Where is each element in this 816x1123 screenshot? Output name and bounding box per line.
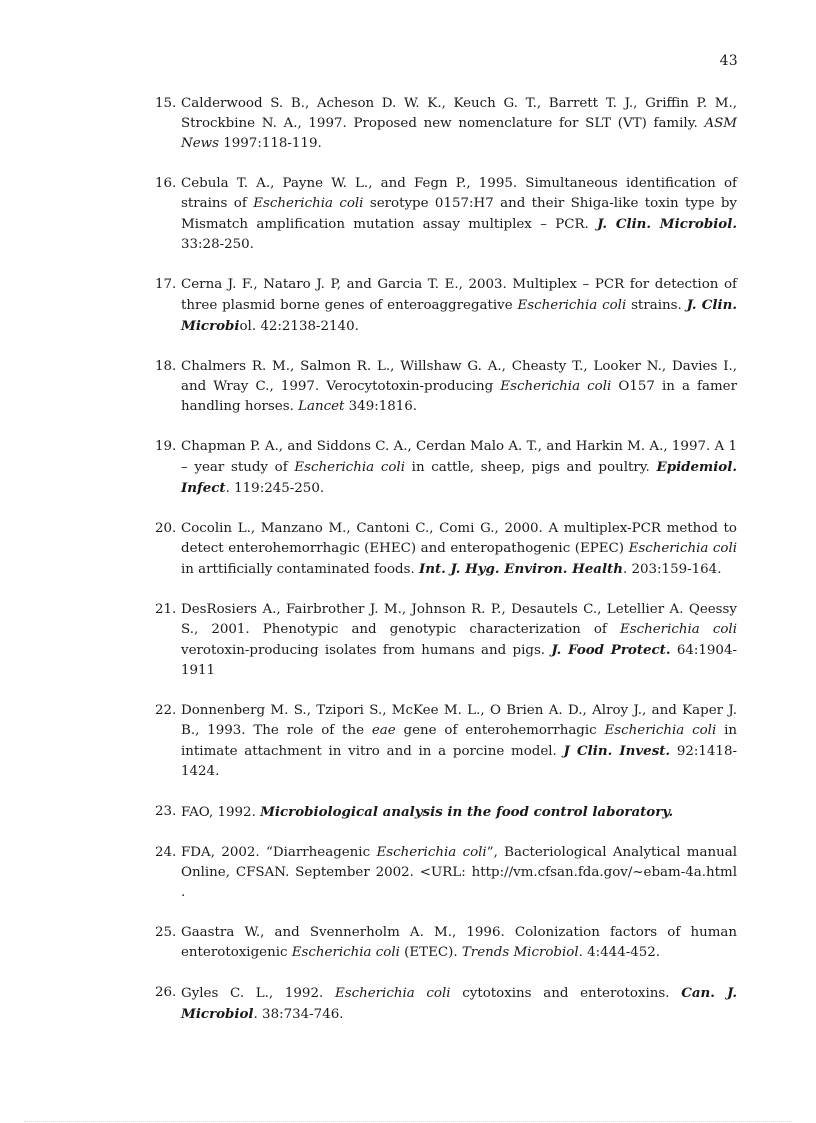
reference-number: 19.	[155, 439, 177, 454]
reference-number: 15.	[155, 96, 177, 111]
reference-number: 25.	[155, 925, 177, 940]
reference-item	[155, 519, 737, 580]
text-run: FAO, 1992.	[181, 805, 261, 820]
text-run: ”, Bacteriological Analytical manual Online, CFSAN. September 2002. <URL: http://vm.cfsan.fda.gov/~ebam-4a.html .	[181, 845, 737, 900]
text-run: . 203:159-164.	[622, 562, 722, 577]
reference-text	[181, 802, 737, 823]
italic-text: Escherichia coli	[334, 986, 451, 1001]
text-run: Chalmers R. M., Salmon R. L., Willshaw G. A., Cheasty T., Looker N., Davies I., and Wray C., 1997. Verocytotoxin-producing	[181, 359, 737, 394]
italic-text: ASM News	[181, 116, 737, 151]
reference-text	[181, 275, 737, 337]
reference-item	[155, 600, 737, 681]
reference-list	[155, 94, 737, 1045]
reference-text	[181, 519, 737, 580]
text-run: O157 in a famer handling horses.	[181, 379, 737, 414]
text-run: FDA, 2002. “Diarrheagenic	[181, 845, 377, 860]
text-run: 64:1904-1911	[181, 643, 737, 678]
text-run: 1997:118-119.	[218, 136, 322, 151]
reference-text	[181, 600, 737, 681]
reference-item	[155, 983, 737, 1025]
text-run: DesRosiers A., Fairbrother J. M., Johnson R. P., Desautels C., Letellier A. Qeessy S., 2001. Phenotypic and genotypic characterization of	[181, 602, 737, 637]
text-run: . 38:734-746.	[253, 1007, 344, 1022]
text-run: 92:1418-1424.	[181, 744, 737, 779]
reference-number: 23.	[155, 804, 177, 819]
reference-text	[181, 923, 737, 963]
text-run: 349:1816.	[344, 399, 418, 414]
reference-number: 22.	[155, 703, 177, 718]
text-run: verotoxin-producing isolates from humans and pigs.	[181, 643, 552, 658]
journal-title: J Clin. Invest.	[563, 743, 671, 759]
journal-title: Int. J. Hyg. Environ. Health	[419, 561, 623, 577]
text-run: serotype 0157:H7 and their Shiga-like toxin type by Mismatch amplification mutation assay multiplex – PCR.	[181, 196, 738, 232]
reference-number: 20.	[155, 521, 177, 536]
text-run: . 119:245-250.	[225, 481, 325, 496]
italic-text: Escherichia coli	[517, 298, 627, 313]
reference-item	[155, 802, 737, 823]
reference-item	[155, 701, 737, 782]
italic-text: Trends Microbiol.	[461, 945, 583, 960]
reference-item	[155, 923, 737, 963]
reference-item	[155, 437, 737, 499]
reference-text	[181, 983, 737, 1025]
reference-text	[181, 843, 737, 903]
journal-title: Epidemiol. Infect	[181, 459, 737, 496]
text-run: Calderwood S. B., Acheson D. W. K., Keuch G. T., Barrett T. J., Griffin P. M., Strockbine N. A., 1997. Proposed new nomenclature for SLT (VT) family.	[181, 96, 737, 131]
text-run: Chapman P. A., and Siddons C. A., Cerdan Malo A. T., and Harkin M. A., 1997. A 1 – year study of	[181, 439, 737, 475]
text-run: Gaastra W., and Svennerholm A. M., 1996. Colonization factors of human enterotoxigenic	[181, 925, 737, 960]
reference-item	[155, 357, 737, 417]
italic-text: Escherichia coli	[500, 379, 612, 394]
journal-title: Microbiological analysis in the food control laboratory.	[260, 804, 674, 820]
page-number: 43	[719, 53, 738, 69]
reference-text	[181, 174, 737, 255]
reference-text	[181, 357, 737, 417]
text-run: in intimate attachment in vitro and in a porcine model.	[181, 723, 738, 759]
italic-text: Escherichia coli	[376, 845, 487, 860]
text-run: cytotoxins and enterotoxins.	[450, 986, 682, 1001]
text-run: in arttificially contaminated foods.	[181, 562, 419, 577]
reference-text	[181, 94, 737, 154]
italic-text: Escherichia coli	[291, 945, 400, 960]
italic-text: Lancet	[298, 399, 345, 414]
text-run: 33:28-250.	[181, 237, 254, 252]
italic-text: Escherichia coli	[294, 460, 405, 475]
text-run: gene of enterohemorrhagic	[395, 723, 605, 738]
text-run: Gyles C. L., 1992.	[181, 986, 335, 1001]
reference-number: 18.	[155, 359, 177, 374]
text-run: Cebula T. A., Payne W. L., and Fegn P., 1995. Simultaneous identification of strains of	[181, 176, 737, 211]
reference-text	[181, 701, 737, 782]
italic-text: Escherichia coli	[619, 622, 737, 637]
reference-number: 21.	[155, 602, 177, 617]
italic-text: Escherichia coli	[628, 541, 738, 556]
reference-item	[155, 843, 737, 903]
journal-title: Can. J. Microbiol	[181, 985, 737, 1022]
italic-text: Escherichia coli	[604, 723, 717, 738]
text-run: (ETEC).	[399, 945, 462, 960]
text-run: strains.	[626, 298, 687, 313]
italic-text: Escherichia coli	[253, 196, 364, 211]
reference-number: 17.	[155, 277, 177, 292]
journal-title: J. Clin. Microbi	[181, 297, 737, 334]
text-run: Cocolin L., Manzano M., Cantoni C., Comi G., 2000. A multiplex-PCR method to detect enterohemorrhagic (EHEC) and enteropathogenic (EPEC)	[181, 521, 737, 556]
reference-text	[181, 437, 737, 499]
page-bottom-rule	[24, 1121, 792, 1122]
text-run: in cattle, sheep, pigs and poultry.	[404, 460, 657, 475]
text-run: ol. 42:2138-2140.	[239, 319, 359, 334]
reference-item	[155, 275, 737, 337]
reference-number: 16.	[155, 176, 177, 191]
reference-item	[155, 94, 737, 154]
reference-number: 26.	[155, 985, 177, 1000]
text-run: Cerna J. F., Nataro J. P, and Garcia T. E., 2003. Multiplex – PCR for detection of three plasmid borne genes of enteroaggregative	[181, 277, 737, 313]
italic-text: eae	[371, 723, 396, 738]
journal-title: J. Food Protect.	[551, 642, 671, 658]
text-run: 4:444-452.	[582, 945, 661, 960]
reference-item	[155, 174, 737, 255]
journal-title: J. Clin. Microbiol.	[597, 216, 737, 232]
reference-number: 24.	[155, 845, 177, 860]
text-run: Donnenberg M. S., Tzipori S., McKee M. L., O Brien A. D., Alroy J., and Kaper J. B., 1993. The role of the	[181, 703, 737, 738]
